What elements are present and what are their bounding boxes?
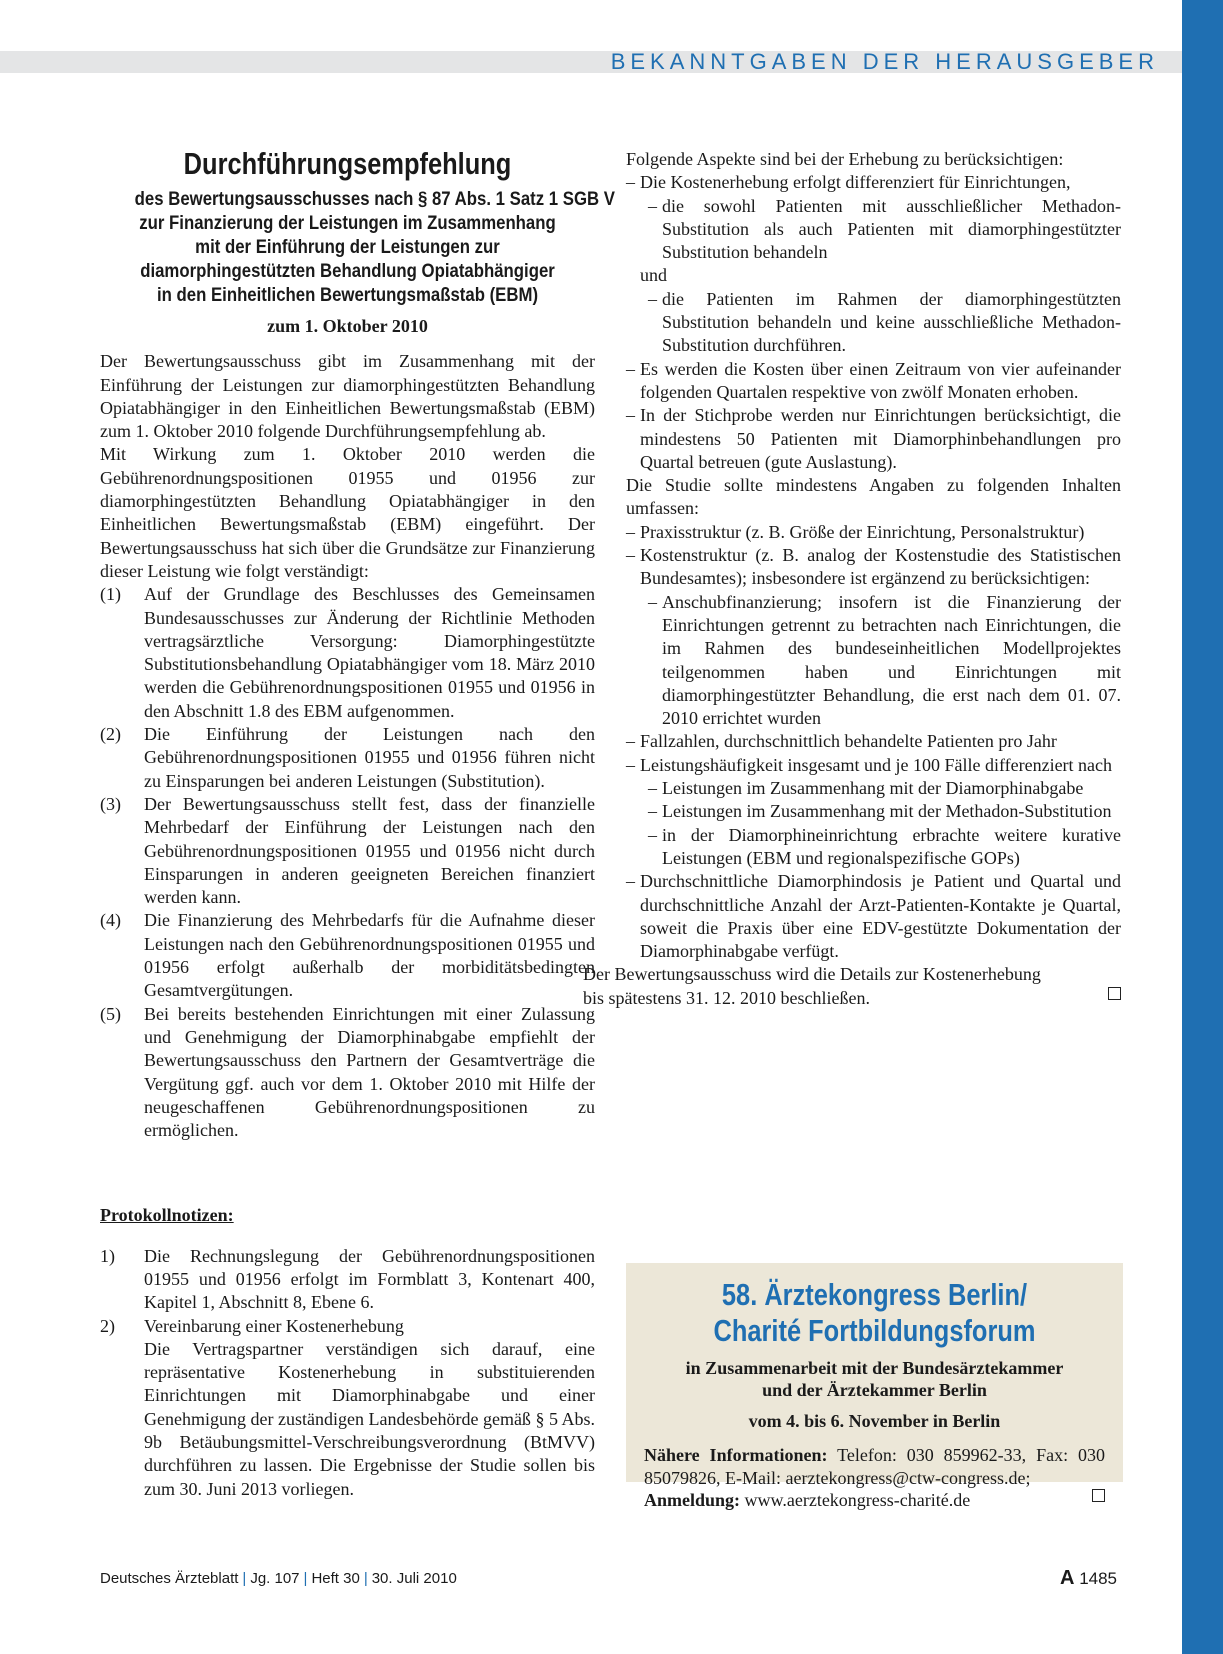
info-text: Telefon: 030 859962-33, Fax: 030 85079826, E-Mail: aerztekongress@ctw-congress.de; <box>644 1445 1105 1488</box>
left-column <box>100 146 615 1501</box>
subtitle-line: zur Finanzierung der Leistungen im Zusammenhang <box>139 212 556 234</box>
registration-label: Anmeldung: <box>644 1490 741 1510</box>
issue-date: 30. Juli 2010 <box>371 1570 457 1587</box>
dash-subitem: – die sowohl Patienten mit ausschließlicher Methadon-Substitution als auch Patienten mit diamorphingestützter Substitution behandeln <box>648 195 1121 265</box>
item-text: Kostenstruktur (z. B. analog der Kostenstudie des Statistischen Bundesamtes); insbesondere ist ergänzend zu berücksichtigen: <box>640 545 1121 589</box>
item-number: (5) <box>100 1003 121 1024</box>
item-text: Praxisstruktur (z. B. Größe der Einrichtung, Personalstruktur) <box>640 521 1085 542</box>
protocol-heading: Protokollnotizen: <box>100 1205 234 1226</box>
item-heading: Vereinbarung einer Kostenerhebung <box>144 1315 404 1336</box>
ad-date: vom 4. bis 6. November in Berlin <box>748 1411 1001 1431</box>
item-text: Bei bereits bestehenden Einrichtungen mit einer Zulassung und Genehmigung der Diamorphinabgabe empfiehlt der Bewertungsausschuss den Partnern der Gesamtverträge die Vergütung ggf. auch vor dem 1. Oktober 2010 mit Hilfe der neugeschaffenen Gebührenordnungspositionen zu ermöglichen. <box>144 1003 595 1141</box>
dash-subitem: – die Patienten im Rahmen der diamorphingestützten Substitution behandeln und keine ausschließliche Methadon-Substitution durchführen. <box>648 288 1121 358</box>
page-number <box>1060 1567 1117 1590</box>
footer-citation: Deutsches Ärzteblatt | Jg. 107 | Heft 30 | 30. Juli 2010 <box>100 1570 457 1587</box>
closing-paragraph <box>583 963 1121 1010</box>
section-label: BEKANNTGABEN DER HERAUSGEBER <box>610 49 1159 74</box>
intro-paragraph-2: Mit Wirkung zum 1. Oktober 2010 werden die Gebührenordnungspositionen 01955 und 01956 zur diamorphingestützten Behandlung Opiatabhängiger in den Einheitlichen Bewertungsmaßstab (EBM) eingeführt. Der Bewertungsausschuss hat sich über die Grundsätze zur Finanzierung dieser Leistung wie folgt verständigt: <box>100 444 595 581</box>
item-number: 2) <box>100 1315 115 1336</box>
item-text: Anschubfinanzierung; insofern ist die Finanzierung der Einrichtungen getrennt zu betrachten nach Einrichtungen, die im Rahmen des bundeseinheitlichen Modellprojektes teilgenommen haben und Einrichtungen mit diamorphingestützter Behandlung, die erst nach dem 01. 07. 2010 errichtet wurden <box>662 591 1121 729</box>
item-text: Der Bewertungsausschuss stellt fest, dass der finanzielle Mehrbedarf der Einführung der Leistungen nach den Gebührenordnungspositionen 01955 und 01956 nicht durch Einsparungen in anderen geeigneten Bereichen finanziert werden kann. <box>144 793 595 908</box>
protocol-item <box>100 1315 595 1501</box>
item-number: (3) <box>100 793 121 814</box>
item-number: (1) <box>100 584 121 605</box>
end-mark-icon <box>1108 987 1121 1000</box>
dash-item: – In der Stichprobe werden nur Einrichtungen berücksichtigt, die mindestens 50 Patienten mit Diamorphinbehandlungen pro Quartal betreuen (gute Auslastung). <box>626 404 1121 474</box>
ad-title-line: 58. Ärztekongress Berlin/ <box>721 1277 1028 1312</box>
item-text: Leistungen im Zusammenhang mit der Methadon-Substitution <box>662 801 1112 822</box>
numbered-item <box>100 583 595 723</box>
closing-line: Der Bewertungsausschuss wird die Details zur Kostenerhebung <box>583 964 1041 985</box>
dash-item: – Die Kostenerhebung erfolgt differenziert für Einrichtungen, <box>626 171 1121 194</box>
ad-title-line: Charité Fortbildungsforum <box>713 1313 1036 1348</box>
item-text: Es werden die Kosten über einen Zeitraum von vier aufeinander folgenden Quartalen respektive von zwölf Monaten erhoben. <box>640 358 1121 402</box>
item-number: 1) <box>100 1245 115 1266</box>
info-label: Nähere Informationen: <box>644 1445 828 1465</box>
registration-line <box>644 1489 1105 1512</box>
item-text: Leistungen im Zusammenhang mit der Diamorphinabgabe <box>662 778 1084 799</box>
item-text: Die Rechnungslegung der Gebührenordnungspositionen 01955 und 01956 erfolgt im Formblatt 3, Kontenart 400, Kapitel 1, Abschnitt 8, Ebene 6. <box>144 1245 595 1313</box>
dash-subitem: – Anschubfinanzierung; insofern ist die Finanzierung der Einrichtungen getrennt zu betrachten nach Einrichtungen, die im Rahmen des bundeseinheitlichen Modellprojektes teilgenommen haben und Einrichtungen mit diamorphingestützter Behandlung, die erst nach dem 01. 07. 2010 errichtet wurden <box>648 591 1121 731</box>
item-text: Die Einführung der Leistungen nach den Gebührenordnungspositionen 01955 und 01956 führen nicht zu Einsparungen bei anderen Leistungen (Substitution). <box>144 724 595 791</box>
article-subtitle <box>134 187 615 307</box>
blue-sidebar <box>1182 0 1223 1654</box>
closing-line <box>583 987 1121 1010</box>
dash-subitem: – Leistungen im Zusammenhang mit der Methadon-Substitution <box>648 800 1121 823</box>
item-text: die sowohl Patienten mit ausschließlicher Methadon-Substitution als auch Patienten mit diamorphingestützter Substitution behandeln <box>662 195 1121 263</box>
ad-info <box>644 1444 1105 1512</box>
ad-subtitle <box>626 1357 1123 1401</box>
item-text: In der Stichprobe werden nur Einrichtungen berücksichtigt, die mindestens 50 Patienten mit Diamorphinbehandlungen pro Quartal betreuen (gute Auslastung). <box>640 405 1121 472</box>
numbered-item <box>100 793 595 909</box>
item-text: Die Kostenerhebung erfolgt differenziert für Einrichtungen, <box>640 172 1071 193</box>
protocol-item <box>100 1245 595 1315</box>
numbered-item <box>100 909 595 1002</box>
dash-item: – Praxisstruktur (z. B. Größe der Einrichtung, Personalstruktur) <box>626 521 1121 544</box>
dash-subitem: – Leistungen im Zusammenhang mit der Diamorphinabgabe <box>648 777 1121 800</box>
intro-paragraph: Der Bewertungsausschuss gibt im Zusammenhang mit der Einführung der Leistungen zur diamorphingestützten Behandlung Opiatabhängiger in den Einheitlichen Bewertungsmaßstab (EBM) zum 1. Oktober 2010 folgende Durchführungsempfehlung ab. <box>100 351 595 442</box>
ad-subtitle-line: in Zusammenarbeit mit der Bundesärztekammer <box>685 1358 1064 1378</box>
dash-subitem: – in der Diamorphineinrichtung erbrachte weitere kurative Leistungen (EBM und regionalspezifische GOPs) <box>648 824 1121 871</box>
item-number: (4) <box>100 910 121 931</box>
numbered-item <box>100 723 595 793</box>
item-text: Die Finanzierung des Mehrbedarfs für die Aufnahme dieser Leistungen nach den Gebührenordnungspositionen 01955 und 01956 erfolgt außerhalb der morbiditätsbedingten Gesamtvergütungen. <box>144 910 595 1001</box>
subtitle-line: des Bewertungsausschusses nach § 87 Abs. 1 Satz 1 SGB V <box>134 188 615 210</box>
dash-item: – Leistungshäufigkeit insgesamt und je 100 Fälle differenziert nach <box>626 754 1121 777</box>
paragraph: Die Studie sollte mindestens Angaben zu folgenden Inhalten umfassen: <box>626 475 1121 519</box>
page-prefix: A <box>1060 1567 1075 1589</box>
item-text: die Patienten im Rahmen der diamorphingestützten Substitution behandeln und keine ausschließliche Methadon-Substitution durchführen. <box>662 288 1121 356</box>
subtitle-line: mit der Einführung der Leistungen zur <box>195 236 500 258</box>
numbered-item <box>100 1003 595 1143</box>
subtitle-line: diamorphingestützten Behandlung Opiatabhängiger <box>140 260 555 282</box>
item-text: Die Vertragspartner verständigen sich darauf, eine repräsentative Kostenerhebung in substituierenden Einrichtungen mit Diamorphinabgabe und einer Genehmigung der zuständigen Landesbehörde gemäß § 5 Abs. 9b Betäubungsmittel-Verschreibungsverordnung (BtMVV) durchführen zu lassen. Die Ergebnisse der Studie sollen bis zum 30. Juni 2013 vorliegen. <box>144 1338 595 1499</box>
item-number: (2) <box>100 724 121 745</box>
item-text: Leistungshäufigkeit insgesamt und je 100 Fälle differenziert nach <box>640 754 1113 775</box>
dash-item: – Es werden die Kosten über einen Zeitraum von vier aufeinander folgenden Quartalen respektive von zwölf Monaten erhoben. <box>626 358 1121 405</box>
volume: Jg. 107 <box>250 1570 300 1587</box>
item-text: Auf der Grundlage des Beschlusses des Gemeinsamen Bundesausschusses zur Änderung der Richtlinie Methoden vertragsärztliche Versorgung: Diamorphingestützte Substitutionsbehandlung Opiatabhängiger vom 18. März 2010 werden die Gebührenordnungspositionen 01955 und 01956 in den Abschnitt 1.8 des EBM aufgenommen. <box>144 584 595 721</box>
item-text: Fallzahlen, durchschnittlich behandelte Patienten pro Jahr <box>640 731 1057 752</box>
journal-name: Deutsches Ärzteblatt <box>100 1570 239 1587</box>
subtitle-line: in den Einheitlichen Bewertungsmaßstab (EBM) <box>156 284 539 306</box>
dash-item: – Kostenstruktur (z. B. analog der Kostenstudie des Statistischen Bundesamtes); insbesondere ist ergänzend zu berücksichtigen: <box>626 544 1121 591</box>
page-value: 1485 <box>1079 1569 1118 1588</box>
event-ad-box <box>626 1263 1123 1510</box>
closing-text: bis spätestens 31. 12. 2010 beschließen. <box>583 987 870 1008</box>
item-body <box>144 1315 595 1501</box>
item-text: Durchschnittliche Diamorphindosis je Patient und Quartal und durchschnittliche Anzahl der Arzt-Patienten-Kontakte je Quartal, soweit die Praxis über eine EDV-gestützte Dokumentation der Diamorphinabgabe verfügt. <box>640 871 1121 962</box>
item-text: in der Diamorphineinrichtung erbrachte weitere kurative Leistungen (EBM und regionalspezifische GOPs) <box>662 824 1121 868</box>
end-mark-icon <box>1092 1489 1105 1502</box>
connector-text: und <box>640 265 667 286</box>
dash-item: – Durchschnittliche Diamorphindosis je Patient und Quartal und durchschnittliche Anzahl der Arzt-Patienten-Kontakte je Quartal, soweit die Praxis über eine EDV-gestützte Dokumentation der Diamorphinabgabe verfügt. <box>626 870 1121 963</box>
ad-subtitle-line: und der Ärztekammer Berlin <box>762 1380 987 1400</box>
registration-link[interactable]: www.aerztekongress-charité.de <box>744 1490 971 1510</box>
issue: Heft 30 <box>311 1570 360 1587</box>
right-column <box>583 148 1121 1010</box>
dash-item: – Fallzahlen, durchschnittlich behandelte Patienten pro Jahr <box>626 730 1121 753</box>
paragraph: Folgende Aspekte sind bei der Erhebung zu berücksichtigen: <box>626 149 1064 169</box>
article-title: Durchführungsempfehlung <box>183 146 512 181</box>
article-date: zum 1. Oktober 2010 <box>267 316 428 336</box>
